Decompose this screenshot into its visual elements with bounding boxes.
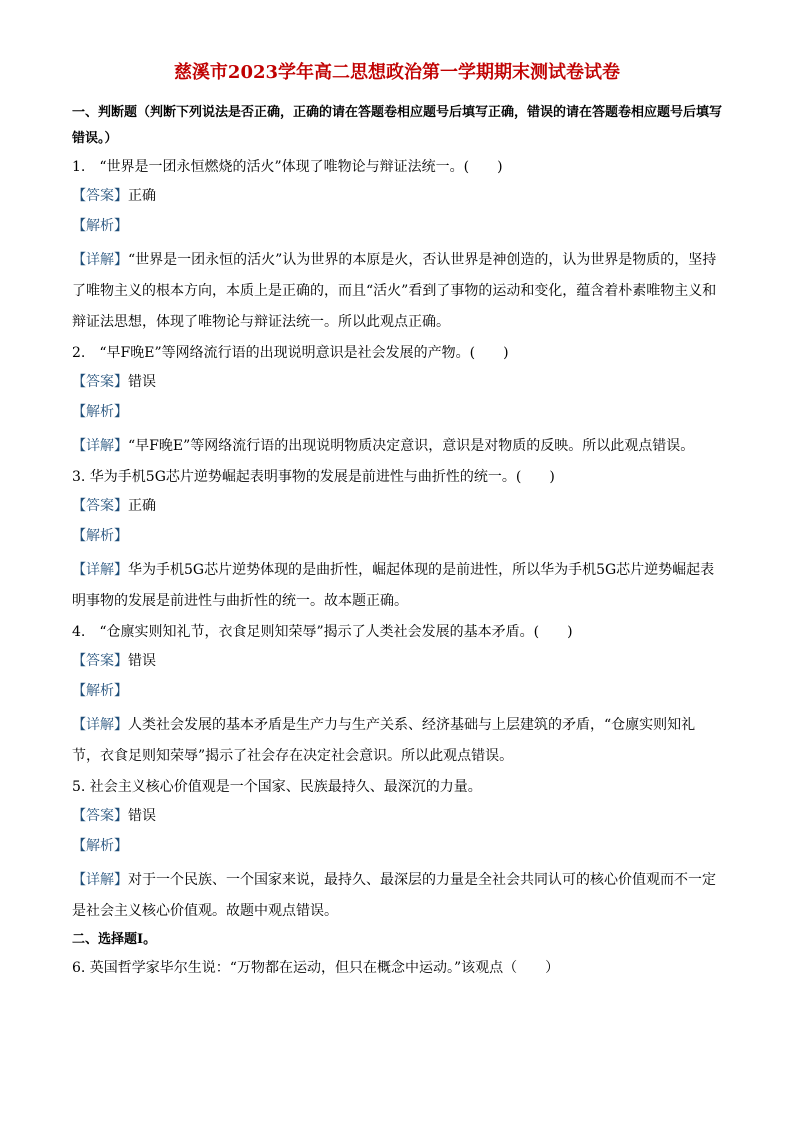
analysis-tag: 【解析】	[72, 218, 128, 234]
analysis-line	[72, 401, 722, 423]
question-stem: 4. “仓廪实则知礼节，衣食足则知荣辱”揭示了人类社会发展的基本矛盾。( )	[72, 624, 573, 640]
analysis-line	[72, 680, 722, 702]
question-block-1	[72, 156, 722, 338]
answer-tag: 【答案】	[72, 188, 128, 204]
answer-line	[72, 371, 722, 393]
answer-tag: 【答案】	[72, 653, 128, 669]
answer-line	[72, 185, 722, 207]
answer-line	[72, 805, 722, 827]
detail-text: 对于一个民族、一个国家来说，最持久、最深层的力量是全社会共同认可的核心价值观而不一定是社会主义核心价值观。故题中观点错误。	[72, 872, 716, 919]
question-stem-6: 6. 英国哲学家毕尔生说：“万物都在运动，但只在概念中运动。”该观点（ ）	[72, 960, 560, 976]
detail-tag: 【详解】	[72, 717, 128, 733]
answer-tag: 【答案】	[72, 808, 128, 824]
detail-paragraph	[72, 245, 722, 338]
question-block-2	[72, 342, 722, 462]
detail-paragraph	[72, 431, 722, 462]
document-title: 慈溪市2023学年高二思想政治第一学期期末测试卷试卷	[173, 62, 621, 83]
answer-tag: 【答案】	[72, 498, 128, 514]
question-stem: 1. “世界是一团永恒燃烧的活火”体现了唯物论与辩证法统一。( )	[72, 159, 503, 175]
detail-text: “世界是一团永恒的活火”认为世界的本原是火，否认世界是神创造的，认为世界是物质的，坚持了唯物主义的根本方向，本质上是正确的，而且“活火”看到了事物的运动和变化，蕴含着朴素唯物主义和辩证法思想，体现了唯物论与辩证法统一。所以此观点正确。	[72, 252, 717, 330]
analysis-line	[72, 835, 722, 857]
question-stem: 5. 社会主义核心价值观是一个国家、民族最持久、最深沉的力量。	[72, 779, 482, 795]
section-heading-choice: 二、选择题I。	[72, 932, 157, 947]
analysis-tag: 【解析】	[72, 683, 128, 699]
question-stem: 2. “早F晚E”等网络流行语的出现说明意识是社会发展的产物。( )	[72, 345, 509, 361]
question-block-5	[72, 776, 722, 927]
answer-value: 正确	[128, 498, 156, 514]
detail-paragraph	[72, 865, 722, 927]
detail-tag: 【详解】	[72, 252, 128, 268]
answer-tag: 【答案】	[72, 374, 128, 390]
answer-value: 错误	[128, 808, 156, 824]
detail-text: “早F晚E”等网络流行语的出现说明物质决定意识，意识是对物质的反映。所以此观点错误。	[128, 438, 695, 454]
analysis-tag: 【解析】	[72, 404, 128, 420]
detail-paragraph	[72, 710, 722, 772]
answer-value: 错误	[128, 653, 156, 669]
analysis-line	[72, 525, 722, 547]
question-stem: 3. 华为手机5G芯片逆势崛起表明事物的发展是前进性与曲折性的统一。( )	[72, 469, 555, 485]
answer-line	[72, 650, 722, 672]
analysis-tag: 【解析】	[72, 528, 128, 544]
detail-tag: 【详解】	[72, 438, 128, 454]
document-page	[72, 60, 722, 986]
detail-paragraph	[72, 555, 722, 617]
detail-tag: 【详解】	[72, 872, 128, 888]
analysis-line	[72, 215, 722, 237]
detail-text: 华为手机5G芯片逆势体现的是曲折性，崛起体现的是前进性，所以华为手机5G芯片逆势崛起表明事物的发展是前进性与曲折性的统一。故本题正确。	[72, 562, 715, 609]
analysis-tag: 【解析】	[72, 838, 128, 854]
question-block-4	[72, 621, 722, 772]
detail-tag: 【详解】	[72, 562, 128, 578]
section-heading-judgment: 一、判断题（判断下列说法是否正确，正确的请在答题卷相应题号后填写正确，错误的请在答题卷相应题号后填写错误。）	[72, 105, 723, 146]
answer-line	[72, 495, 722, 517]
detail-text: 人类社会发展的基本矛盾是生产力与生产关系、经济基础与上层建筑的矛盾，“仓廪实则知礼节，衣食足则知荣辱”揭示了社会存在决定社会意识。所以此观点错误。	[72, 717, 696, 764]
answer-value: 正确	[128, 188, 156, 204]
question-block-3	[72, 466, 722, 617]
answer-value: 错误	[128, 374, 156, 390]
